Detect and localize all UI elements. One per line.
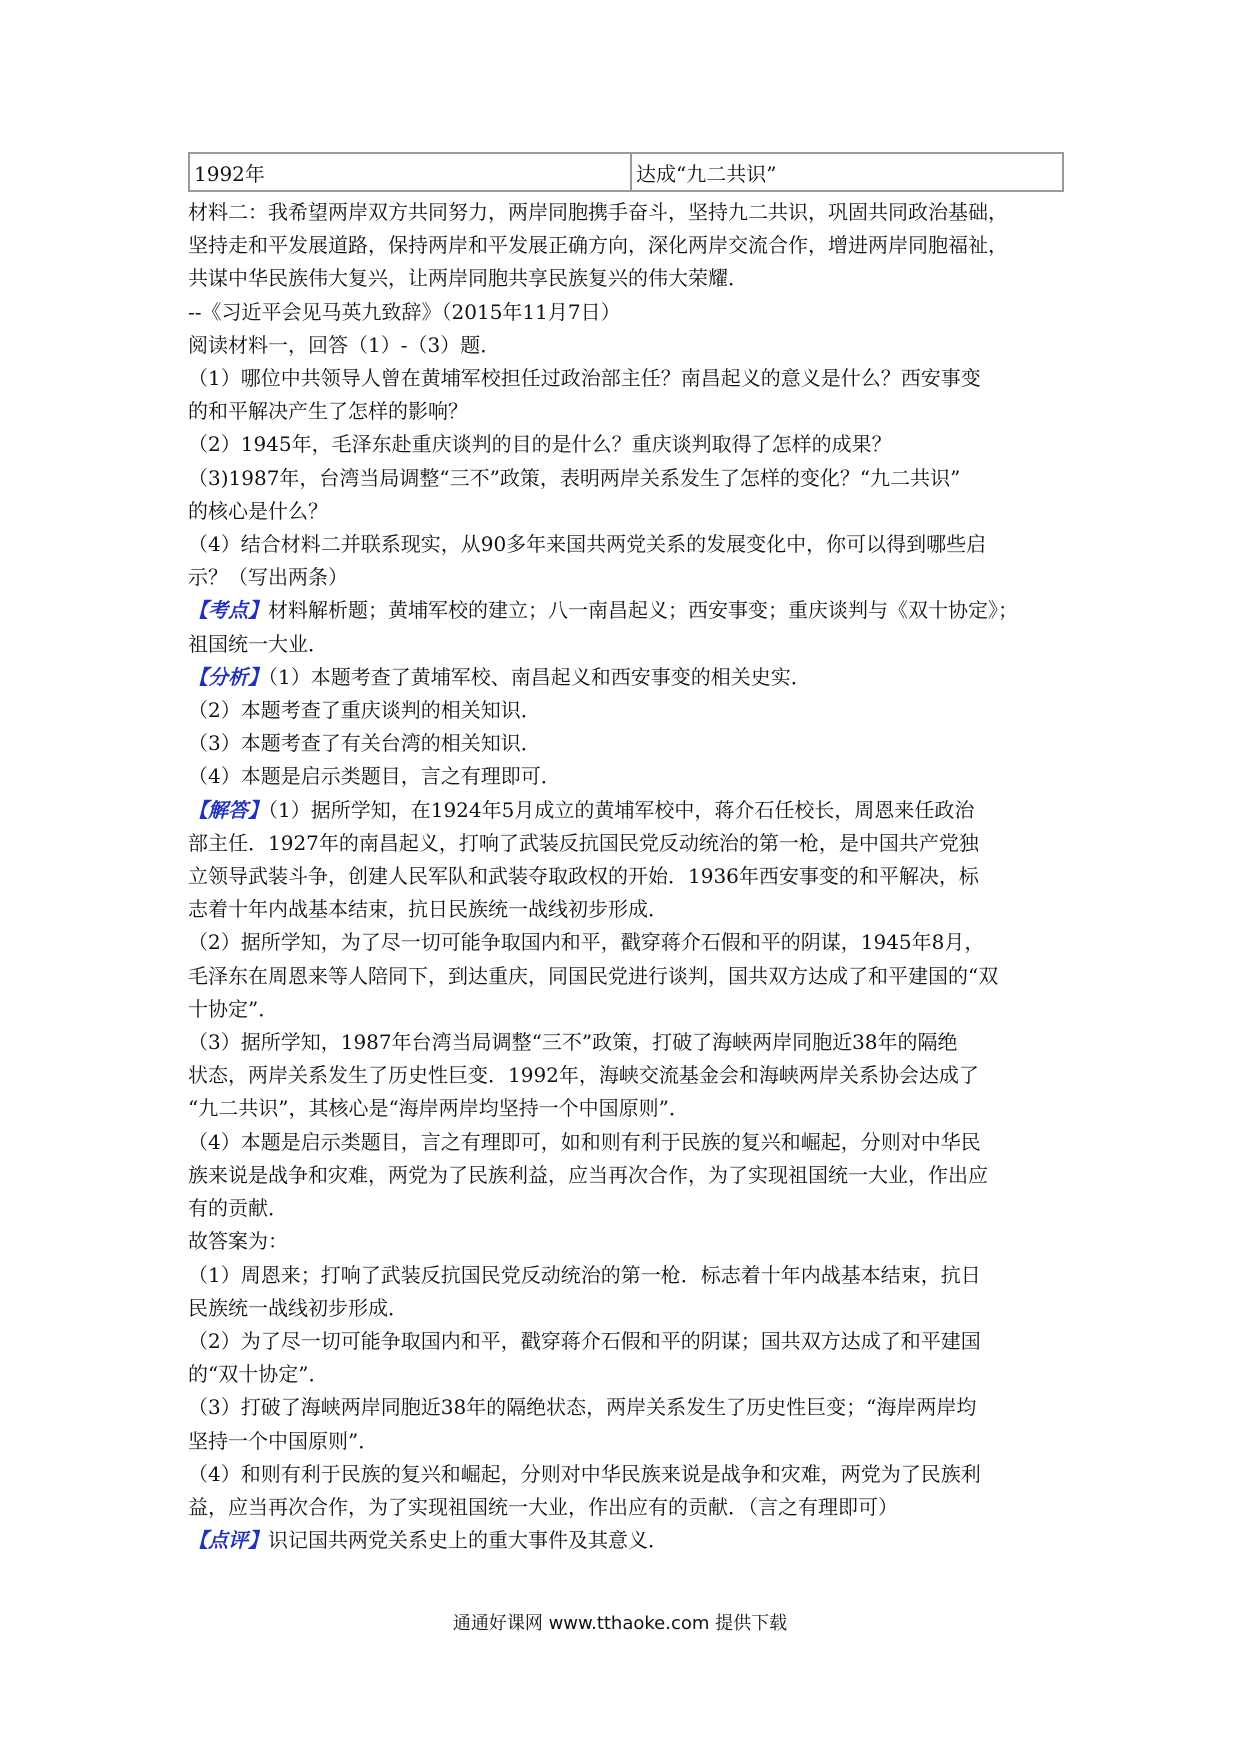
text-line: （4）和则有利于民族的复兴和崛起，分则对中华民族来说是战争和灾难，两党为了民族利 (188, 1461, 981, 1486)
text-line: （3)1987年，台湾当局调整“三不”政策，表明两岸关系发生了怎样的变化？“九二共识” (188, 465, 961, 490)
document-body (188, 152, 1068, 1557)
table-row (189, 153, 1063, 191)
text-line: （1）哪位中共领导人曾在黄埔军校担任过政治部主任？南昌起义的意义是什么？西安事变 (188, 366, 981, 391)
table-cell-year: 1992年 (189, 153, 631, 191)
fenxi-text: （1）本题考查了黄埔军校、南昌起义和西安事变的相关史实． (268, 664, 811, 689)
text-line: （4）本题是启示类题目，言之有理即可，如和则有利于民族的复兴和崛起，分则对中华民 (188, 1129, 981, 1154)
material-two (188, 196, 1068, 329)
kaodian-text: 材料解析题；黄埔军校的建立；八一南昌起义；西安事变；重庆谈判与《双十协定》； (268, 598, 1018, 623)
text-line: 十协定”． (188, 996, 279, 1021)
text-line: 的和平解决产生了怎样的影响？ (188, 399, 468, 424)
text-line: （2）本题考查了重庆谈判的相关知识． (188, 698, 541, 723)
text-line: 志着十年内战基本结束，抗日民族统一战线初步形成． (188, 897, 668, 922)
text-line (188, 1524, 1068, 1557)
text-line: 状态，两岸关系发生了历史性巨变．1992年，海峡交流基金会和海峡两岸关系协会达成了 (188, 1063, 979, 1088)
text-line: （4）结合材料二并联系现实，从90多年来国共两党关系的发展变化中，你可以得到哪些启 (188, 532, 987, 557)
citation-line: --《习近平会见马英九致辞》（2015年11月7日） (188, 299, 621, 324)
text-line: 族来说是战争和灾难，两党为了民族利益，应当再次合作，为了实现祖国统一大业，作出应 (188, 1162, 988, 1187)
text-line: （3）打破了海峡两岸同胞近38年的隔绝状态，两岸关系发生了历史性巨变；“海岸两岸均 (188, 1395, 977, 1420)
fenxi-section (188, 661, 1068, 794)
text-line: 共谋中华民族伟大复兴，让两岸同胞共享民族复兴的伟大荣耀． (188, 266, 748, 291)
text-line: 立领导武装斗争，创建人民军队和武装夺取政权的开始．1936年西安事变的和平解决，标 (188, 864, 979, 889)
text-line: 的核心是什么？ (188, 498, 328, 523)
text-line: 部主任．1927年的南昌起义，打响了武装反抗国民党反动统治的第一枪，是中国共产党独 (188, 830, 979, 855)
text-line (188, 661, 1068, 694)
jieda-text: （1）据所学知，在1924年5月成立的黄埔军校中，蒋介石任校长，周恩来任政治 (268, 797, 975, 822)
text-line: 民族统一战线初步形成． (188, 1295, 408, 1320)
text-line: 坚持走和平发展道路，保持两岸和平发展正确方向，深化两岸交流合作，增进两岸同胞福祉， (188, 233, 1008, 258)
text-line: 坚持一个中国原则”． (188, 1428, 379, 1453)
text-line (188, 594, 1068, 627)
text-line: （1）周恩来；打响了武装反抗国民党反动统治的第一枪．标志着十年内战基本结束，抗日 (188, 1262, 981, 1287)
text-line: 的“双十协定”． (188, 1362, 329, 1387)
dianping-tag: 【点评】 (188, 1528, 268, 1553)
text-line: （2）1945年，毛泽东赴重庆谈判的目的是什么？重庆谈判取得了怎样的成果？ (188, 432, 892, 457)
kaodian-tag: 【考点】 (188, 598, 268, 623)
text-line: （3）本题考查了有关台湾的相关知识． (188, 731, 541, 756)
timeline-table (188, 152, 1064, 192)
text-line: 毛泽东在周恩来等人陪同下，到达重庆，同国民党进行谈判，国共双方达成了和平建国的“双 (188, 963, 999, 988)
text-line: 有的贡献． (188, 1196, 288, 1221)
text-line: 材料二：我希望两岸双方共同努力，两岸同胞携手奋斗，坚持九二共识，巩固共同政治基础， (188, 200, 1008, 224)
text-line: 故答案为： (188, 1229, 288, 1254)
page-footer: 通通好课网 www.tthaoke.com 提供下载 (452, 1613, 788, 1634)
text-line: 示？（写出两条） (188, 565, 348, 590)
text-line: （3）据所学知，1987年台湾当局调整“三不”政策，打破了海峡两岸同胞近38年的隔绝 (188, 1030, 958, 1055)
text-line: 祖国统一大业． (188, 631, 328, 656)
dianping-section (188, 1524, 1068, 1557)
questions (188, 329, 1068, 595)
kaodian-section (188, 594, 1068, 660)
fenxi-tag: 【分析】 (188, 664, 268, 689)
jieda-section (188, 794, 1068, 1524)
dianping-text: 识记国共两党关系史上的重大事件及其意义． (268, 1528, 668, 1553)
jieda-tag: 【解答】 (188, 797, 268, 822)
text-line: （4）本题是启示类题目，言之有理即可． (188, 764, 561, 789)
text-line: （2）为了尽一切可能争取国内和平，戳穿蒋介石假和平的阴谋；国共双方达成了和平建国 (188, 1328, 981, 1353)
text-line (188, 794, 1068, 827)
text-line: （2）据所学知，为了尽一切可能争取国内和平，戳穿蒋介石假和平的阴谋，1945年8月， (188, 930, 985, 955)
text-line: 益，应当再次合作，为了实现祖国统一大业，作出应有的贡献．（言之有理即可） (188, 1494, 898, 1519)
table-cell-event: 达成“九二共识” (631, 153, 1063, 191)
text-line: “九二共识”，其核心是“海岸两岸均坚持一个中国原则”． (188, 1096, 689, 1121)
text-line: 阅读材料一，回答（1）-（3）题． (188, 332, 501, 357)
